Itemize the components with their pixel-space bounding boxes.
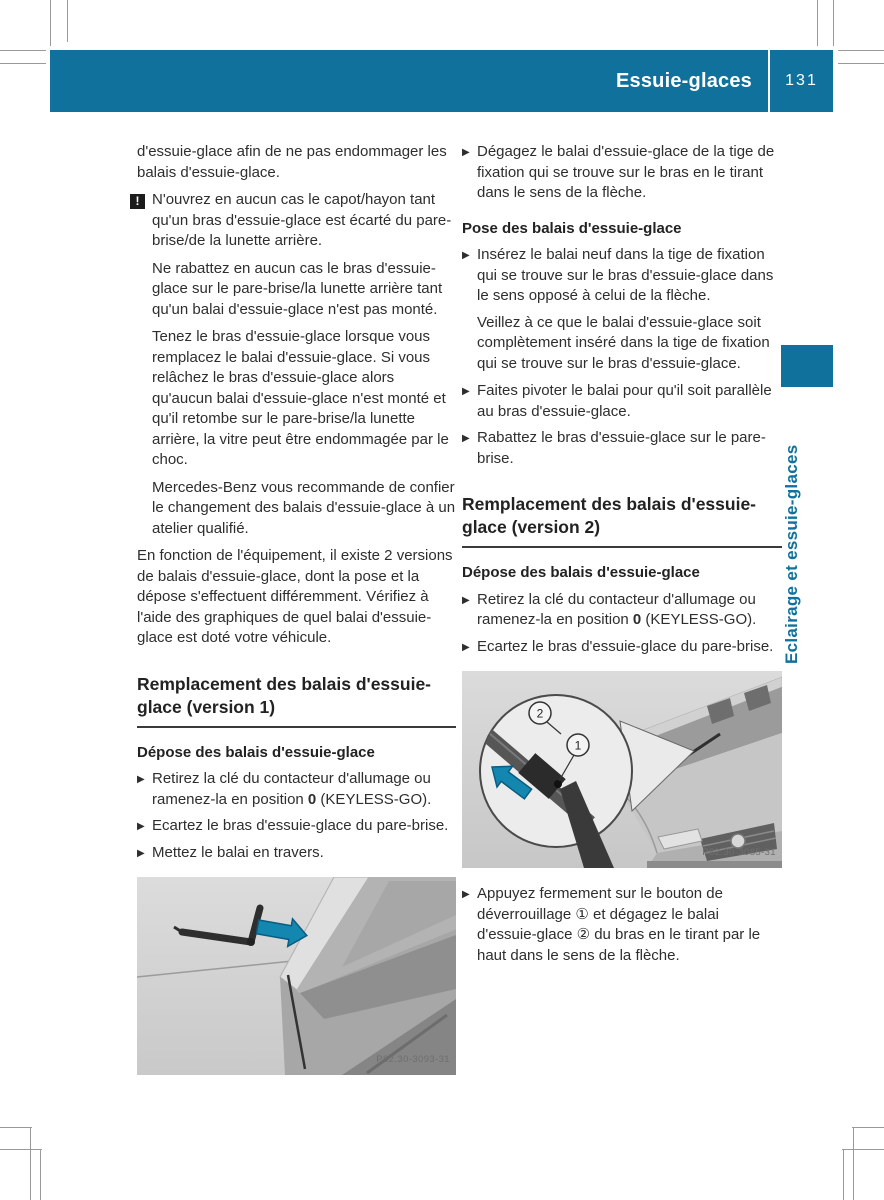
right-column [462,142,782,972]
section-heading-version2: Remplacement des balais d'essuie-glace (version 2) [462,493,782,548]
step-text: Ecartez le bras d'essuie-glace du pare-brise. [152,817,449,834]
crop-mark [833,0,834,46]
instruction-step [462,428,782,469]
instruction-step [137,843,456,864]
label-number-1: 1 [574,738,582,753]
warning-paragraph: Tenez le bras d'essuie-glace lorsque vous remplacez le balai d'essuie-glace. Si vous relâchez le bras d'essuie-glace alors qu'aucun balai d'essuie-glace n'est monté et qu'il retombe sur le pare-brise/la lunette arrière, la vitre peut être endommagée par le choc. [152,328,449,468]
page-number: 131 [785,72,818,89]
crop-mark [838,63,884,64]
crop-mark [30,1127,31,1200]
instruction-step [462,381,782,422]
chapter-tab-label: Eclairage et essuie-glaces [782,444,801,664]
left-column [137,142,456,1075]
crop-mark [67,0,68,42]
crop-mark [50,0,51,46]
bullet-icon: ▶ [462,889,470,900]
instruction-step [462,245,782,307]
figure-wiper-version2 [462,671,782,868]
warning-paragraph: Mercedes-Benz vous recommande de confier le changement des balais d'essuie-glace à un atelier qualifié. [152,478,456,537]
step-text: Faites pivoter le balai pour qu'il soit parallèle au bras d'essuie-glace. [477,382,772,420]
bullet-icon: ▶ [462,147,470,158]
step-text-bold: 0 [307,790,317,808]
crop-mark [852,1127,884,1128]
crop-mark [838,50,884,51]
step-text: Appuyez fermement sur le bouton de déverrouillage ① et dégagez le balai d'essuie-glace ② du bras en le tirant par le haut dans le sens de la flèche. [477,885,761,964]
bullet-icon: ▶ [137,774,145,785]
wiper-illustration-2 [462,671,782,868]
crop-mark [0,1149,42,1150]
step-text: Ecartez le bras d'essuie-glace du pare-brise. [477,637,774,655]
instruction-step [137,769,456,810]
header-band [50,50,833,112]
crop-mark [40,1149,41,1200]
wiper-joint [247,938,255,946]
crop-mark [843,1149,844,1200]
label-number-2: 2 [536,706,544,721]
bullet-icon: ▶ [462,433,470,444]
instruction-step [462,884,782,966]
warning-icon: ! [130,194,145,209]
chapter-tab-marker [781,345,833,387]
warning-paragraph: Ne rabattez en aucun cas le bras d'essuie-glace sur le pare-brise/la lunette arrière tant qu'un balai d'essuie-glace n'est pas monté. [152,259,443,318]
wiper-illustration-1 [137,877,456,1075]
subheading-pose: Pose des balais d'essuie-glace [462,219,682,237]
crop-mark [0,1127,32,1128]
step-text-bold: 0 [632,611,642,628]
warning-paragraph [135,190,456,252]
body-paragraph: d'essuie-glace afin de ne pas endommager les balais d'essuie-glace. [137,143,447,181]
warning-block [135,190,456,539]
instruction-step [462,142,782,204]
bullet-icon: ▶ [462,386,470,397]
subheading-depose: Dépose des balais d'essuie-glace [137,743,375,761]
instruction-step [137,816,456,837]
section-heading-version1: Remplacement des balais d'essuie-glace (version 1) [137,673,456,728]
instruction-step [462,637,782,658]
figure-wiper-version1 [137,877,456,1075]
instruction-step [462,590,782,631]
step-text: Mettez le balai en travers. [152,843,324,861]
subheading-depose2: Dépose des balais d'essuie-glace [462,564,700,581]
figure-caption: P82.30-3085-31 [702,846,776,858]
step-text: Insérez le balai neuf dans la tige de fixation qui se trouve sur le bras d'essuie-glace dans le sens opposé à celui de la flèche. [477,246,774,304]
step-text: (KEYLESS-GO). [641,611,757,628]
page-title: Essuie-glaces [615,69,752,92]
step-text: Rabattez le bras d'essuie-glace sur le pare-brise. [477,429,766,467]
step-continuation: Veillez à ce que le balai d'essuie-glace soit complètement inséré dans la tige de fixation qui se trouve sur le bras d'essuie-glace. [477,313,770,372]
crop-mark [842,1149,884,1150]
bullet-icon: ▶ [462,641,470,653]
step-text: (KEYLESS-GO). [316,790,432,808]
step-text: Retirez la clé du contacteur d'allumage ou ramenez-la en position [152,770,431,808]
step-text: Dégagez le balai d'essuie-glace de la tige de fixation qui se trouve sur le bras en le tirant dans le sens de la flèche. [477,143,775,201]
bullet-icon: ▶ [137,821,145,832]
step-text: Retirez la clé du contacteur d'allumage ou ramenez-la en position [477,590,756,628]
crop-mark [817,0,818,46]
release-button [554,780,562,788]
warning-text: N'ouvrez en aucun cas le capot/hayon tant qu'un bras d'essuie-glace est écarté du pare-brise/de la lunette arrière. [152,191,452,249]
crop-mark [0,63,46,64]
crop-mark [0,50,46,51]
bullet-icon: ▶ [137,847,145,859]
figure-caption: P82.30-3093-31 [376,1053,450,1065]
crop-mark [853,1127,854,1200]
bullet-icon: ▶ [462,250,470,261]
bullet-icon: ▶ [462,594,470,606]
body-paragraph: En fonction de l'équipement, il existe 2 versions de balais d'essuie-glace, dont la pose et la dépose s'effectuent différemment. Vérifiez à l'aide des graphiques de quel balai d'essuie-glace est doté votre véhicule. [137,547,453,646]
